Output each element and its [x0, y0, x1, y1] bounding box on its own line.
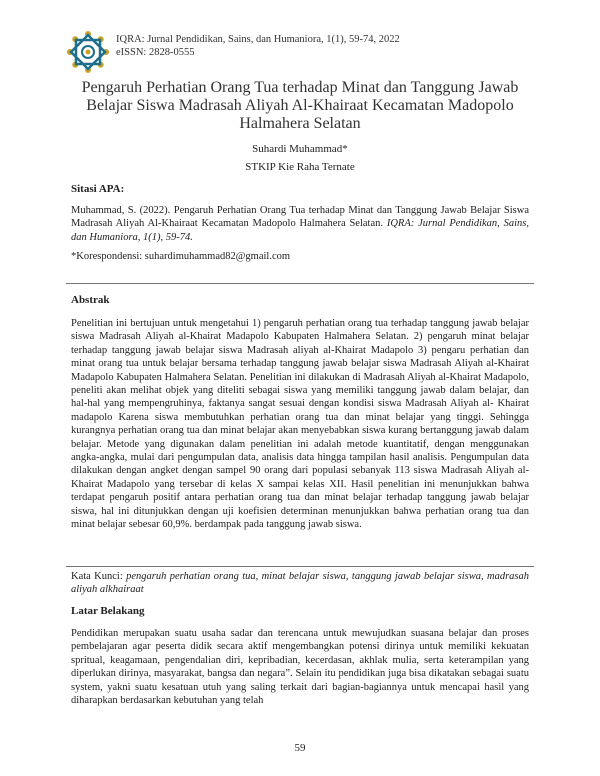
background-heading: Latar Belakang — [71, 605, 145, 617]
abstract-heading: Abstrak — [71, 294, 110, 306]
page-number: 59 — [294, 742, 306, 754]
journal-logo-icon — [66, 30, 110, 74]
journal-issn: eISSN: 2828-0555 — [116, 47, 195, 58]
background-text: Pendidikan merupakan suatu usaha sadar dan terencana untuk mewujudkan suasana belajar dan proses pembelajaran agar peserta didik secara aktif mengembangkan potensi dirinya untuk memiliki kekuatan spritual, keagamaan, pengendalian diri, kepribadian, kecerdasan, akhlak mulia, serta keterampilan yang diperlukan dirinya, masyarakat, bangsa dan negara”. Selain itu pendidikan juga bisa dikatakan sebagai suatu system, yakni suatu kesatuan utuh yang saling terkait dari bagian-bagiannya untuk mencapai hasil yang diharapkan berdasarkan kebutuhan yang telah — [71, 628, 529, 707]
journal-info — [116, 30, 400, 59]
keywords-label: Kata Kunci: — [71, 571, 127, 582]
keywords — [71, 570, 529, 597]
abstract-top-rule — [66, 283, 534, 284]
article-affiliation: STKIP Kie Raha Ternate — [245, 161, 355, 173]
abstract-text: Penelitian ini bertujuan untuk mengetahui 1) pengaruh perhatian orang tua terhadap tanggung jawab belajar siswa Madrasah Aliyah al-Khairat Madapolo Kabupaten Halmahera Selatan. 2) pengaruh minat belajar terhadap tanggung jawab belajar siswa Madrasah aliyah al-Khairat Madapolo 3) pengaru perhatian dan minat orang tua untuk belajar bersama terhadap tanggung jawab belajar siswa Madrasah Aliyah al-Khairat Madapolo Kabupaten Halmahera Selatan. Penelitian ini dilakukan di Madrasah Aliyah al-Khairat Madapolo, peneliti akan melihat objek yang diteliti sebagai siswa yang memiliki tanggung jawab dalam belajar, dan hal-hal yang mempengruhinya, faktanya sangat sesuai dengan kondisi siswa Madrasah Aliyah al- Khairat madapolo Karena siswa membutuhkan perhatian orang tua dan minat belajar yang tinggi. Sehingga kurangnya perhatian orang tua dan minat belajar akan menyebabkan siswa kurang bertanggung jawab dalam belajar. Metode yang digunakan dalam penelitian ini adalah metode kuantitatif, dengan menggunakan angka-angka, mulai dari pengumpulan data, analisis data hingga tampilan hasil analisis. Pengumpulan data dilakukan dengan angket dengan sampel 90 orang dari populasi sebanyak 113 siswa Madrasah Aliyah al-Khairat Madapolo yang tersebar di kelas X sampai kelas XII. Hasil penelitian ini menunjukkan bahwa terdapat pengaruh positif antara perhatian orang tua dan minat belajar terhadap tanggung jawab belajar siswa, hal ini ditunjukkan dengan uji koefisien determinan menunjukkan bahwa perhatian orang tua dan minat belajar sebesar 60,9%. berdampak pada tanggung jawab siswa. — [71, 318, 529, 531]
article-author: Suhardi Muhammad* — [252, 143, 348, 155]
citation-plain: Muhammad, S. (2022). Pengaruh Perhatian Orang Tua terhadap Minat dan Tanggung Jawab Belajar Siswa Madrasah Aliyah Al-Khairaat Kecamatan Madopolo Halmahera Selatan. — [71, 205, 529, 230]
abstract-bottom-rule — [66, 566, 534, 567]
keywords-text: pengaruh perhatian orang tua, minat belajar siswa, tanggung jawab belajar siswa, madrasah aliyah alkhairaat — [71, 571, 529, 596]
article-title: Pengaruh Perhatian Orang Tua terhadap Minat dan Tanggung Jawab Belajar Siswa Madrasah Aliyah Al-Khairaat Kecamatan Madopolo Halmahera Selatan — [81, 79, 519, 132]
correspondence: *Korespondensi: suhardimuhammad82@gmail.com — [71, 251, 291, 262]
citation-heading: Sitasi APA: — [71, 183, 125, 195]
citation-italic: IQRA: Jurnal Pendidikan, Sains, dan Humaniora, 1(1), 59-74. — [71, 218, 529, 243]
journal-citation-line: IQRA: Jurnal Pendidikan, Sains, dan Humaniora, 1(1), 59-74, 2022 — [116, 34, 400, 45]
journal-header — [66, 30, 400, 74]
citation-text — [71, 204, 529, 244]
